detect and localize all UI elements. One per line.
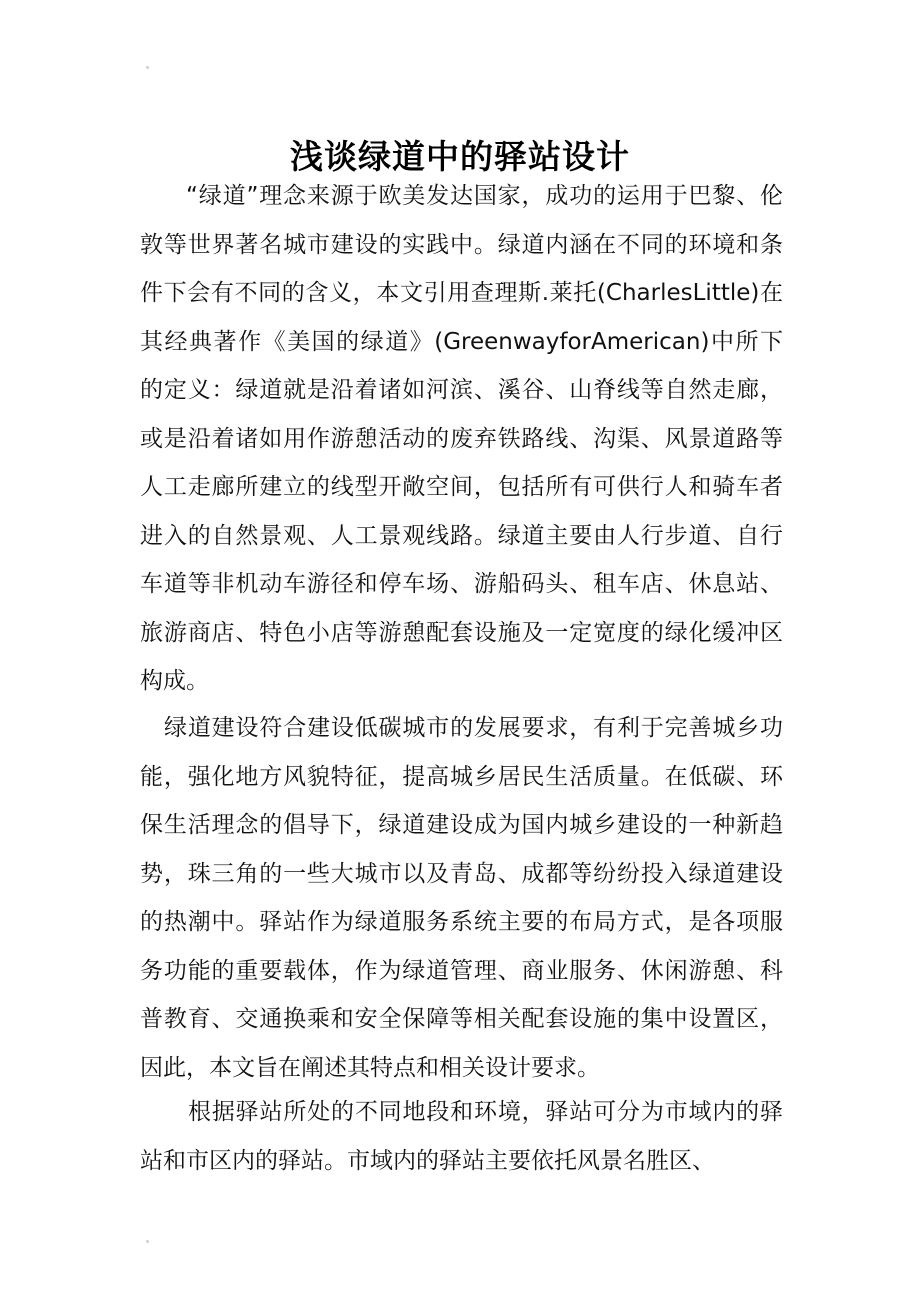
paragraph-station-types: 根据驿站所处的不同地段和环境，驿站可分为市域内的驿站和市区内的驿站。市域内的驿站主要依托风景名胜区、	[140, 1099, 783, 1174]
document-title: 浅谈绿道中的驿站设计	[290, 137, 630, 177]
paragraph-greenway-definition: “绿道”理念来源于欧美发达国家，成功的运用于巴黎、伦敦等世界著名城市建设的实践中。绿道内涵在不同的环境和条件下会有不同的含义，本文引用查理斯.莱托(CharlesLittle)在其经典著作《美国的绿道》(GreenwayforAmerican)中所下的定义：绿道就是沿着诸如河滨、溪谷、山脊线等自然走廊，或是沿着诸如用作游憩活动的废弃铁路线、沟渠、风景道路等人工走廊所建立的线型开敞空间，包括所有可供行人和骑车者进入的自然景观、人工景观线路。绿道主要由人行步道、自行车道等非机动车游径和停车场、游船码头、租车店、休息站、旅游商店、特色小店等游憩配套设施及一定宽度的绿化缓冲区构成。	[140, 183, 783, 694]
paragraph-greenway-benefits: 绿道建设符合建设低碳城市的发展要求，有利于完善城乡功能，强化地方风貌特征，提高城乡居民生活质量。在低碳、环保生活理念的倡导下，绿道建设成为国内城乡建设的一种新趋势，珠三角的一些大城市以及青岛、成都等纷纷投入绿道建设的热潮中。驿站作为绿道服务系统主要的布局方式，是各项服务功能的重要载体，作为绿道管理、商业服务、休闲游憩、科普教育、交通换乘和安全保障等相关配套设施的集中设置区，因此，本文旨在阐述其特点和相关设计要求。	[140, 715, 783, 1081]
corner-mark	[146, 66, 149, 69]
corner-mark	[146, 1240, 149, 1243]
